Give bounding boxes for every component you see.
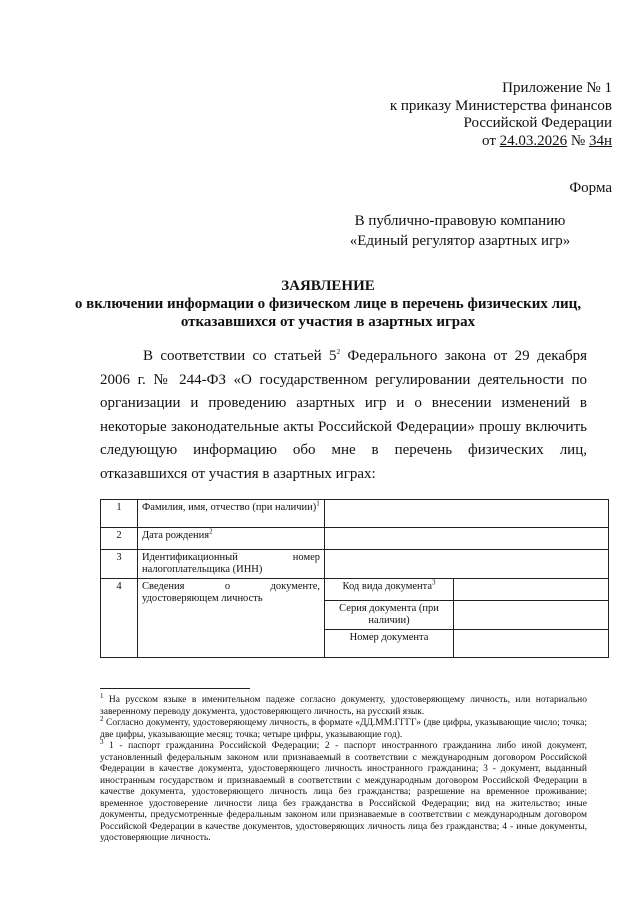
addressee-line2: «Единый регулятор азартных игр» [349,233,571,249]
label-text: Фамилия, имя, отчество (при наличии) [142,502,317,513]
row-label: Сведения о документе, удостоверяющем личность [138,579,325,658]
doc-series-label: Серия документа (при наличии) [325,601,454,630]
fn-mark: 1 [100,691,104,700]
body-text [100,345,587,486]
form-label: Форма [569,180,612,196]
fn-text: 1 - паспорт гражданина Российской Федерации; 2 - паспорт иностранного гражданина либо иной документ, установленный федеральным законом или признаваемый в соответствии с международным договором Российской Федерации в качестве документа, удостоверяющего личность иностранного гражданина; 3 - документ, выданный иностранным государством и признаваемый в соответствии с международным договором Российской Федерации в качестве документа, удостоверяющего личность лица без гражданства; разрешение на временное проживание; временное удостоверение личности лица без гражданства в Российской Федерации; вид на жительство; иные документы, предусмотренные федеральным законом или признаваемые в соответствии с международным договором Российской Федерации в качестве документов, удостоверяющих личность лица без гражданства; 4 - иные документы, удостоверяющие личность. [100,741,587,843]
annex-number: Приложение № 1 [502,80,612,96]
fn-text: Согласно документу, удостоверяющему личность, в формате «ДД.ММ.ГГГГ» (две цифры, указывающие число; точка; две цифры, указывающие месяц; точка; четыре цифры, указывающие год). [100,718,587,740]
row-number: 1 [101,500,138,528]
value-cell[interactable] [325,500,609,528]
footnote-3 [100,737,587,845]
fn-mark: 3 [100,737,104,746]
fn-mark: 2 [100,714,104,723]
footnotes [100,691,587,845]
number-prefix: № [567,132,589,149]
footnote-2 [100,714,587,741]
row-number: 2 [101,528,138,550]
row-label [138,500,325,528]
order-date: 24.03.2026 [499,132,568,149]
row-label: Идентификационный номер налогоплательщика (ИНН) [138,550,325,579]
row-label [138,528,325,550]
value-cell[interactable] [325,528,609,550]
fn-text: На русском языке в именительном падеже согласно документу, удостоверяющему личность, или нотариально заверенному переводу документа, удостоверяющего личность, на русский язык. [100,695,587,717]
label-sup: 1 [316,499,320,508]
document-title [64,277,592,331]
title-sub: о включении информации о физическом лице в перечень физических лиц, отказавшихся от участия в азартных играх [74,296,582,330]
sub-sup: 3 [432,578,436,587]
doc-code-label [325,579,454,601]
row-number: 3 [101,550,138,579]
info-table [100,499,609,658]
label-text: Дата рождения [142,530,210,541]
sub-text: Код вида документа [342,581,433,592]
doc-series-value[interactable] [454,601,609,630]
row-number: 4 [101,579,138,658]
doc-code-value[interactable] [454,579,609,601]
addressee [300,211,620,251]
table-row [101,579,609,601]
table-row [101,500,609,528]
annex-date-line [372,133,612,151]
annex-ministry: Российской Федерации [463,115,612,131]
doc-number-value[interactable] [454,630,609,658]
title-main: ЗАЯВЛЕНИЕ [281,278,375,294]
label-sup: 2 [209,527,213,536]
doc-number-label: Номер документа [325,630,454,658]
body-part1: В соответствии со статьей 5 [143,348,337,364]
annex-header [372,80,612,150]
body-part2: Федерального закона от 29 декабря 2006 г. № 244-ФЗ «О государственном регулировании деятельности по организации и проведению азартных игр и о внесении изменений в некоторые законодательные акты Российской Федерации» прошу включить следующую информацию обо мне в перечень физических лиц, отказавшихся от участия в азартных играх: [100,348,588,482]
order-number: 34н [588,132,612,149]
footnote-1 [100,691,587,718]
body-paragraph [100,345,587,486]
date-prefix: от [482,132,500,149]
table-row [101,528,609,550]
footnote-divider [100,688,250,689]
annex-order: к приказу Министерства финансов [389,97,612,114]
body-sup: 2 [336,348,341,356]
table-row [101,550,609,579]
addressee-line1: В публично-правовую компанию [354,213,566,229]
value-cell[interactable] [325,550,609,579]
